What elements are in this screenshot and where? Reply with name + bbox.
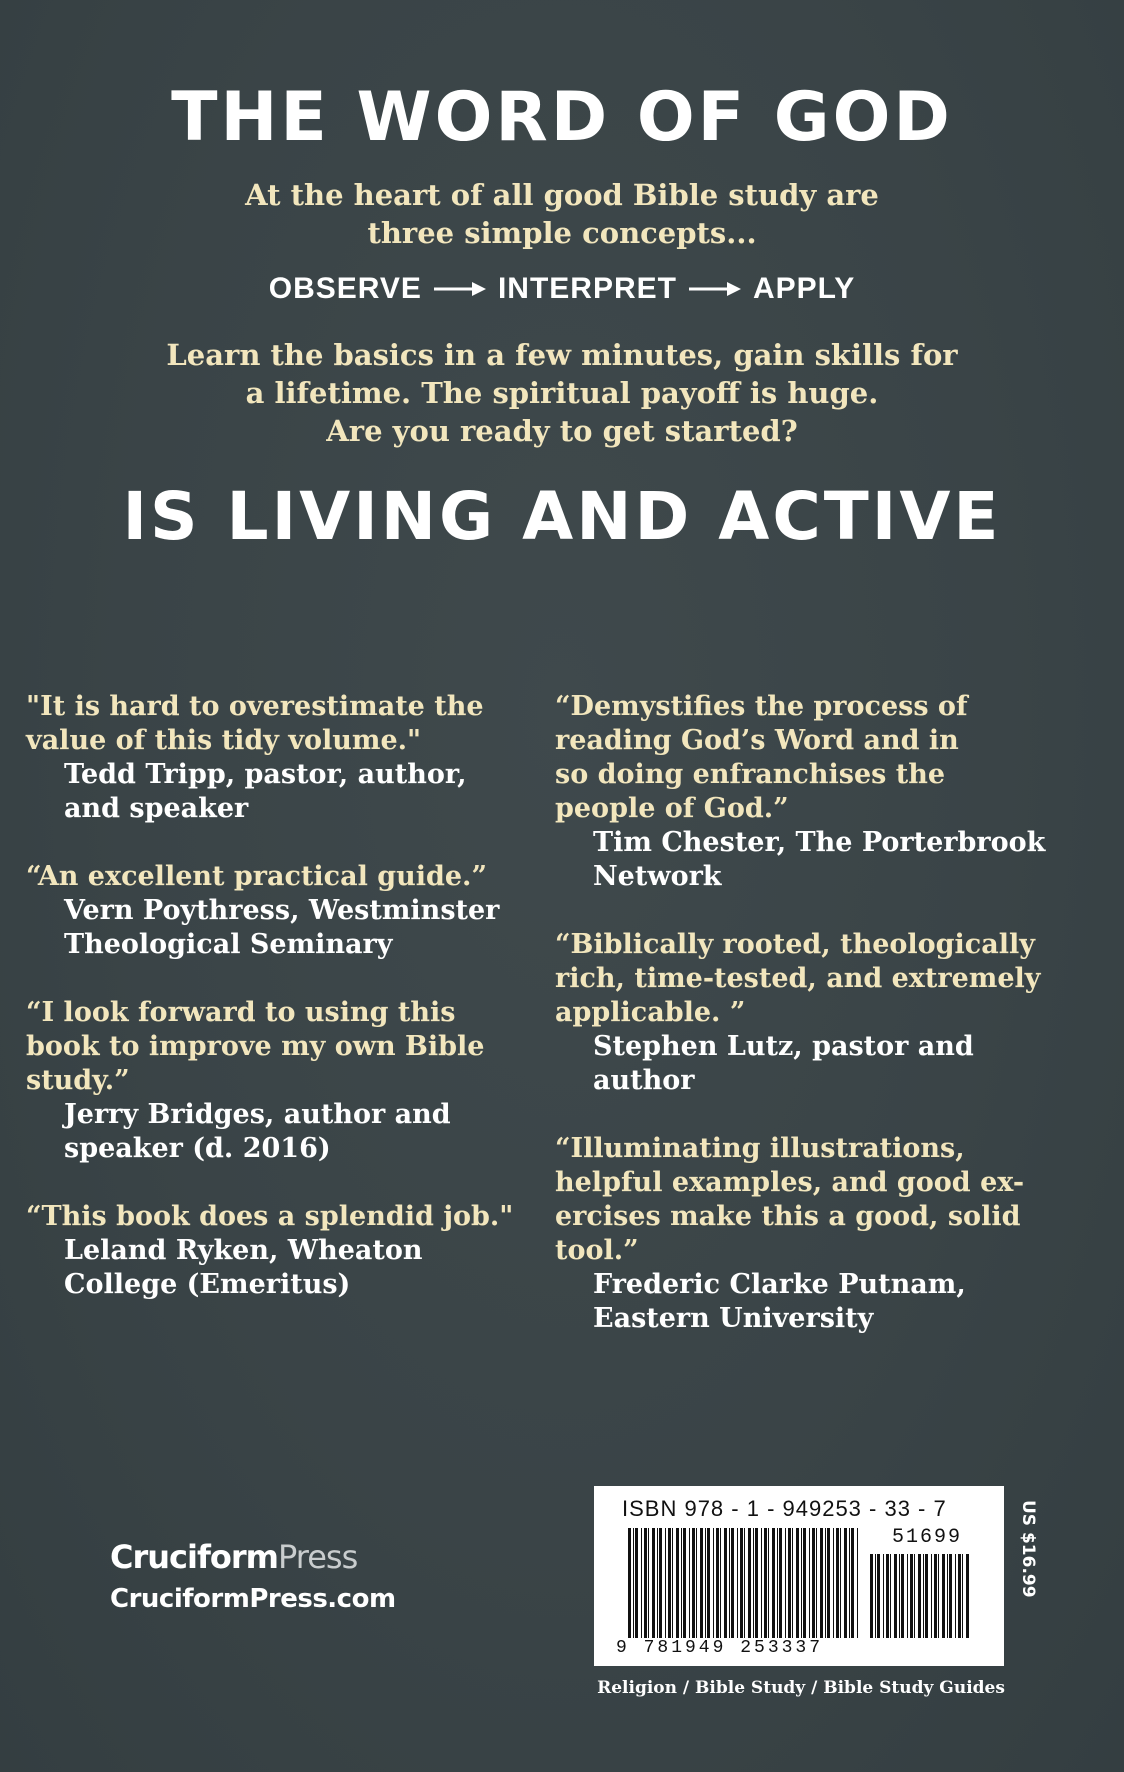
reviews-right-column	[555, 690, 1080, 1370]
review-quote: “This book does a splendid job."	[26, 1201, 514, 1232]
pitch-line: Learn the basics in a few minutes, gain skills for	[166, 338, 958, 372]
pitch-line: Are you ready to get started?	[326, 414, 798, 448]
isbn-digits: 9 781949 253337	[616, 1638, 824, 1658]
publisher-name-bold: Cruciform	[110, 1538, 279, 1576]
pitch-text	[0, 336, 1124, 450]
isbn-barcode	[628, 1528, 858, 1638]
publisher-name-light: Press	[278, 1538, 358, 1576]
isbn-label: ISBN 978 - 1 - 949253 - 33 - 7	[622, 1496, 947, 1521]
publisher-url: CruciformPress.com	[110, 1584, 396, 1614]
review-attribution: Stephen Lutz, pastor and author	[593, 1031, 974, 1096]
headline-bottom: IS LIVING AND ACTIVE	[122, 478, 1002, 555]
review	[26, 996, 526, 1166]
review-quote: “An excellent practical guide.”	[26, 861, 487, 892]
price-text: US $16.99	[1018, 1500, 1038, 1598]
review-attribution: Leland Ryken, Wheaton College (Emeritus)	[64, 1235, 423, 1300]
price-code: 51699	[892, 1526, 963, 1549]
review-quote: "It is hard to overestimate the value of this tidy volume."	[26, 691, 484, 756]
review	[555, 928, 1080, 1098]
review-quote: “Illuminating illustrations, helpful examples, and good ex- ercises make this a good, solid tool.”	[555, 1133, 1025, 1266]
review-quote: “I look forward to using this book to improve my own Bible study.”	[26, 997, 485, 1096]
headline-top: THE WORD OF GOD	[171, 78, 953, 157]
review	[555, 1132, 1080, 1336]
review	[26, 690, 526, 826]
review-attribution: Tim Chester, The Porterbrook Network	[593, 827, 1046, 892]
supplement-barcode	[870, 1554, 970, 1638]
review-attribution: Vern Poythress, Westminster Theological Seminary	[64, 895, 500, 960]
review-quote: “Demystifies the process of reading God’s Word and in so doing enfranchises the people of God.”	[555, 691, 968, 824]
step-observe: OBSERVE	[268, 272, 422, 305]
intro-text	[0, 176, 1124, 252]
review	[555, 690, 1080, 894]
category-label: Religion / Bible Study / Bible Study Guides	[597, 1678, 1005, 1698]
review	[26, 1200, 526, 1302]
intro-line: three simple concepts...	[367, 216, 757, 250]
price-label	[1016, 1500, 1040, 1600]
study-steps	[0, 272, 1124, 306]
review	[26, 860, 526, 962]
review-attribution: Jerry Bridges, author and speaker (d. 2016)	[64, 1099, 451, 1164]
publisher-logo	[110, 1538, 410, 1614]
pitch-line: a lifetime. The spiritual payoff is huge.	[245, 376, 879, 410]
review-attribution: Tedd Tripp, pastor, author, and speaker	[64, 759, 467, 824]
arrow-right-icon	[689, 281, 741, 297]
intro-line: At the heart of all good Bible study are	[245, 178, 879, 212]
step-apply: APPLY	[752, 272, 856, 305]
arrow-right-icon	[434, 281, 486, 297]
review-attribution: Frederic Clarke Putnam, Eastern University	[593, 1269, 966, 1334]
publisher-name	[110, 1538, 410, 1576]
step-interpret: INTERPRET	[497, 272, 677, 305]
reviews-left-column	[26, 690, 526, 1336]
barcode-box	[594, 1486, 1004, 1666]
review-quote: “Biblically rooted, theologically rich, time-tested, and extremely applicable. ”	[555, 929, 1041, 1028]
